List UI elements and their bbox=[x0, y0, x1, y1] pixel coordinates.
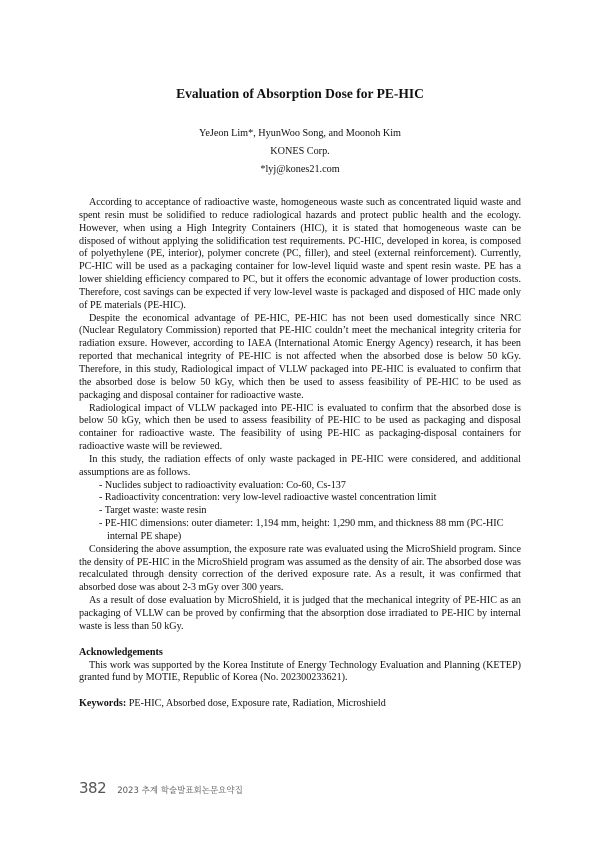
assumption-item: - PE-HIC dimensions: outer diameter: 1,194 mm, height: 1,290 mm, and thickness 88 mm (PC-HIC internal PE shape) bbox=[99, 518, 504, 542]
affiliation: KONES Corp. bbox=[270, 146, 330, 157]
contact-email: *lyj@kones21.com bbox=[260, 164, 340, 175]
body-paragraph: In this study, the radiation effects of only waste packaged in PE-HIC were considered, and additional assumptions are as follows. bbox=[79, 453, 521, 478]
acknowledgements-text: This work was supported by the Korea Institute of Energy Technology Evaluation and Planning (KETEP) granted fund by MOTIE, Republic of Korea (No. 202300233621). bbox=[79, 659, 521, 684]
body-paragraph: Despite the economical advantage of PE-HIC, PE-HIC has not been used domestically since NRC (Nuclear Regulatory Commission) reported that PE-HIC couldn’t meet the mechanical integrity criteria for radiation exsure. However, according to IAEA (International Atomic Energy Agency) research, it has been reported that mechanical integrity of PE-HIC is not affected when the absorbed dose is below 50 kGy. Therefore, in this study, Radiological impact of VLLW packaged into PE-HIC is evaluated to confirm that the absorbed dose is below 50 kGy, which then be used to assess feasibility of PE-HIC to be used as packaging and disposal container for radioactive waste. bbox=[79, 312, 521, 401]
assumption-item: - Radioactivity concentration: very low-level radioactive wastel concentration limit bbox=[99, 492, 437, 504]
assumption-item: - Nuclides subject to radioactivity evaluation: Co-60, Cs-137 bbox=[99, 479, 346, 491]
body-paragraph: As a result of dose evaluation by MicroShield, it is judged that the mechanical integrity of PE-HIC as an packaging of VLLW can be proved by confirming that the absorption dose irradiated to PE-HIC by internal waste is less than 50 kGy. bbox=[79, 595, 521, 632]
proceedings-title: 2023 추계 학술발표회논문요약집 bbox=[117, 786, 243, 796]
page-footer bbox=[79, 778, 243, 797]
author-list: YeJeon Lim*, HyunWoo Song, and Moonoh Kim bbox=[199, 128, 401, 139]
body-paragraph: According to acceptance of radioactive waste, homogeneous waste such as concentrated liquid waste and spent resin must be solidified to reduce radiological hazards and protect public health and the ecology. However, when using a High Integrity Containers (HIC), it is stated that homogeneous waste can be disposed of without applying the solidification test requirements. PC-HIC, developed in korea, is composed of polyethylene (PE, interior), polymer concrete (PC, filler), and steel (external reinforcement). Currently, PC-HIC will be used as a packaging container for low-level liquid waste and spent resin waste. PE has a lower shielding efficiency compared to PC, but it offers the economic advantage of lower production costs. Therefore, cost savings can be expected if very low-level waste is packaged and disposed of HIC made only of PE materials (PE-HIC). bbox=[79, 197, 521, 311]
keywords-text: PE-HIC, Absorbed dose, Exposure rate, Radiation, Microshield bbox=[126, 698, 386, 710]
acknowledgements-heading: Acknowledgements bbox=[79, 646, 163, 658]
paper-body bbox=[79, 197, 521, 711]
assumption-item: - Target waste: waste resin bbox=[99, 505, 207, 517]
keywords-label: Keywords: bbox=[79, 698, 127, 710]
body-paragraph: Radiological impact of VLLW packaged into PE-HIC is evaluated to confirm that the absorbed dose is below 50 kGy, which then be used to assess feasibility of PE-HIC to be used as packaging and disposal container for radioactive waste. The feasibility of using PE-HIC as packaging-disposal containers for radioactive waste will be reviewed. bbox=[79, 402, 521, 453]
page-number: 382 bbox=[79, 779, 107, 797]
keywords-line bbox=[79, 698, 521, 711]
paper-title: Evaluation of Absorption Dose for PE-HIC bbox=[176, 86, 424, 101]
body-paragraph: Considering the above assumption, the exposure rate was evaluated using the MicroShield program. Since the density of PE-HIC in the MicroShield program was assumed as the density of air. The absorbed dose was recalculated through density correction of the derived exposure rate. As a result, it was confirmed that absorbed dose was about 2-3 mGy over 300 years. bbox=[79, 543, 521, 594]
assumption-list bbox=[79, 480, 521, 544]
